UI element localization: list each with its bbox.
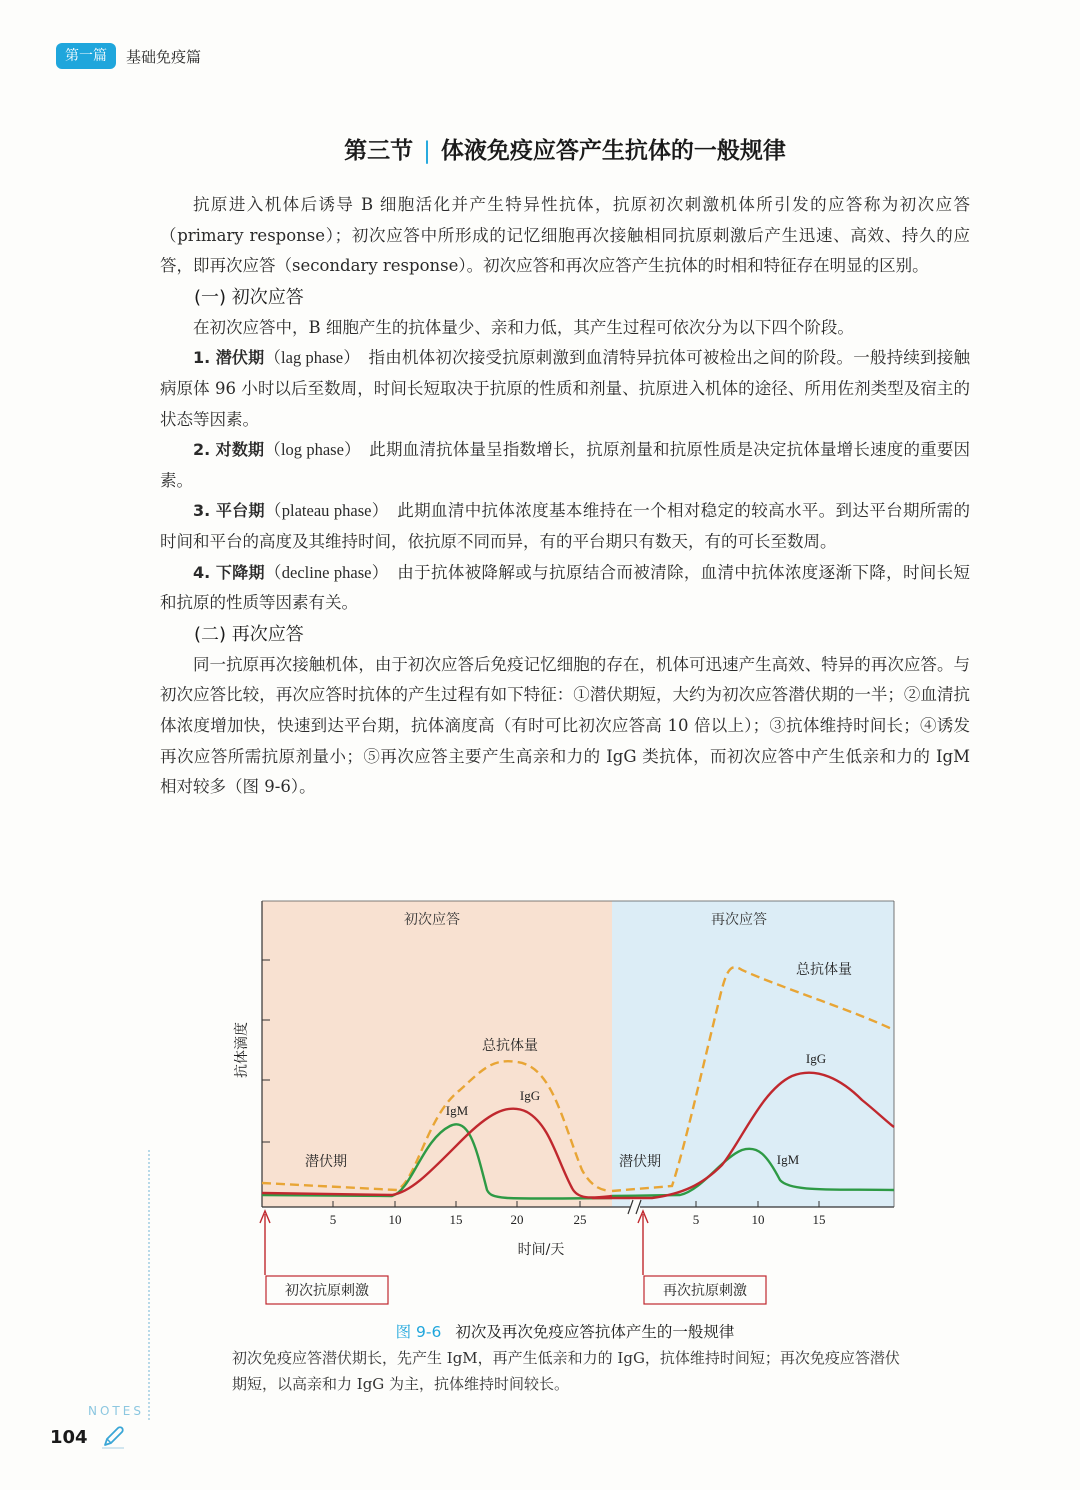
stage-name: 对数期 <box>215 440 265 460</box>
x-tick-label: 20 <box>510 1212 524 1227</box>
x-tick-label: 5 <box>329 1212 337 1227</box>
stimulus-label-secondary: 再次抗原刺激 <box>663 1283 747 1299</box>
stage-decline <box>160 558 970 619</box>
stage-english: （decline phase） <box>264 562 381 582</box>
notes-label: NOTES <box>88 1404 144 1418</box>
section-title <box>0 132 1080 165</box>
x-tick-label: 5 <box>692 1212 700 1227</box>
page-number: 104 <box>50 1427 88 1448</box>
label-total-primary: 总抗体量 <box>482 1038 538 1054</box>
figure-caption <box>0 1320 1080 1342</box>
stage-name: 潜伏期 <box>215 348 265 368</box>
region-secondary-label: 再次应答 <box>711 912 767 928</box>
stage-english: （log phase） <box>264 440 353 460</box>
region-primary-label: 初次应答 <box>404 912 460 928</box>
x-tick-label: 15 <box>449 1212 463 1227</box>
stimulus-arrow-primary <box>260 1211 270 1275</box>
figure-title: 初次及再次免疫应答抗体产生的一般规律 <box>455 1323 735 1341</box>
stage-log <box>160 435 970 496</box>
stage-text: 此期血清中抗体浓度基本维持在一个相对稳定的较高水平。到达平台期所需的时间和平台的高度及其维持时间，依抗原不同而异，有的平台期只有数天，有的可长至数周。 <box>160 501 971 551</box>
x-tick-label: 10 <box>751 1212 765 1227</box>
part-tag: 第一篇 <box>56 43 116 69</box>
stage-plateau <box>160 496 970 557</box>
margin-dotted-line <box>148 1150 150 1420</box>
label-igm-secondary: IgM <box>776 1152 800 1167</box>
running-header <box>56 43 201 69</box>
stage-lag <box>160 343 970 435</box>
x-axis-label: 时间/天 <box>517 1242 565 1258</box>
x-tick-labels <box>330 1212 826 1227</box>
stage-number: 2. <box>193 440 211 460</box>
section-heading: 体液免疫应答产生抗体的一般规律 <box>440 138 786 164</box>
stage-text: 此期血清抗体量呈指数增长，抗原剂量和抗原性质是决定抗体量增长速度的重要因素。 <box>160 440 971 490</box>
stage-english: （plateau phase） <box>264 501 381 521</box>
label-igg-primary: IgG <box>519 1088 541 1103</box>
y-axis-label: 抗体滴度 <box>234 1022 250 1078</box>
figure-number: 图 9-6 <box>395 1323 442 1341</box>
stage-text: 由于抗体被降解或与抗原结合而被清除，血清中抗体浓度逐渐下降，时间长短和抗原的性质等因素有关。 <box>160 562 971 613</box>
stage-number: 4. <box>193 562 211 582</box>
title-separator: | <box>423 138 431 164</box>
stage-english: （lag phase） <box>264 348 352 368</box>
primary-lead: 在初次应答中，B 细胞产生的抗体量少、亲和力低，其产生过程可依次分为以下四个阶段。 <box>193 317 854 337</box>
x-tick-label: 15 <box>812 1212 826 1227</box>
figure-note: 初次免疫应答潜伏期长，先产生 IgM，再产生低亲和力的 IgG，抗体维持时间短；再次免疫应答潜伏期短，以高亲和力 IgG 为主，抗体维持时间较长。 <box>232 1349 900 1393</box>
body-text <box>160 190 970 803</box>
antibody-response-figure <box>232 890 912 1320</box>
stage-number: 3. <box>193 501 211 521</box>
stage-name: 平台期 <box>215 501 265 521</box>
part-title: 基础免疫篇 <box>126 47 202 66</box>
stage-number: 1. <box>193 348 211 368</box>
primary-heading: (一) 初次应答 <box>194 286 304 308</box>
stage-name: 下降期 <box>215 562 265 582</box>
x-tick-label: 10 <box>388 1212 402 1227</box>
pencil-icon <box>100 1424 126 1450</box>
x-tick-label: 25 <box>573 1212 587 1227</box>
section-label: 第三节 <box>344 138 414 164</box>
secondary-paragraph: 同一抗原再次接触机体，由于初次应答后免疫记忆细胞的存在，机体可迅速产生高效、特异的再次应答。与初次应答比较，再次应答时抗体的产生过程有如下特征：①潜伏期短，大约为初次应答潜伏期的一半；②血清抗体浓度增加快，快速到达平台期，抗体滴度高（有时可比初次应答高 10 倍以上）；③抗体维持时间长；④诱发再次应答所需抗原剂量小；⑤再次应答主要产生高亲和力的 IgG 类抗体，而初次应答中产生低亲和力的 IgM 相对较多（图 9-6）。 <box>160 654 970 797</box>
stage-text: 指由机体初次接受抗原刺激到血清特异抗体可被检出之间的阶段。一般持续到接触病原体 96 小时以后至数周，时间长短取决于抗原的性质和剂量、抗原进入机体的途径、所用佐剂类型及宿主的状态等因素。 <box>160 348 971 429</box>
intro-paragraph: 抗原进入机体后诱导 B 细胞活化并产生特异性抗体，抗原初次刺激机体所引发的应答称为初次应答（primary response）；初次应答中所形成的记忆细胞再次接触相同抗原刺激后产生迅速、高效、持久的应答，即再次应答（secondary response）。初次应答和再次应答产生抗体的时相和特征存在明显的区别。 <box>160 195 970 276</box>
label-total-secondary: 总抗体量 <box>796 962 852 978</box>
stimulus-arrow-secondary <box>638 1211 648 1275</box>
secondary-heading: (二) 再次应答 <box>194 623 304 645</box>
stimulus-label-primary: 初次抗原刺激 <box>285 1283 369 1299</box>
label-igm-primary: IgM <box>445 1103 469 1118</box>
label-igg-secondary: IgG <box>805 1051 827 1066</box>
label-lag-secondary: 潜伏期 <box>619 1154 661 1170</box>
label-lag-primary: 潜伏期 <box>305 1154 347 1170</box>
